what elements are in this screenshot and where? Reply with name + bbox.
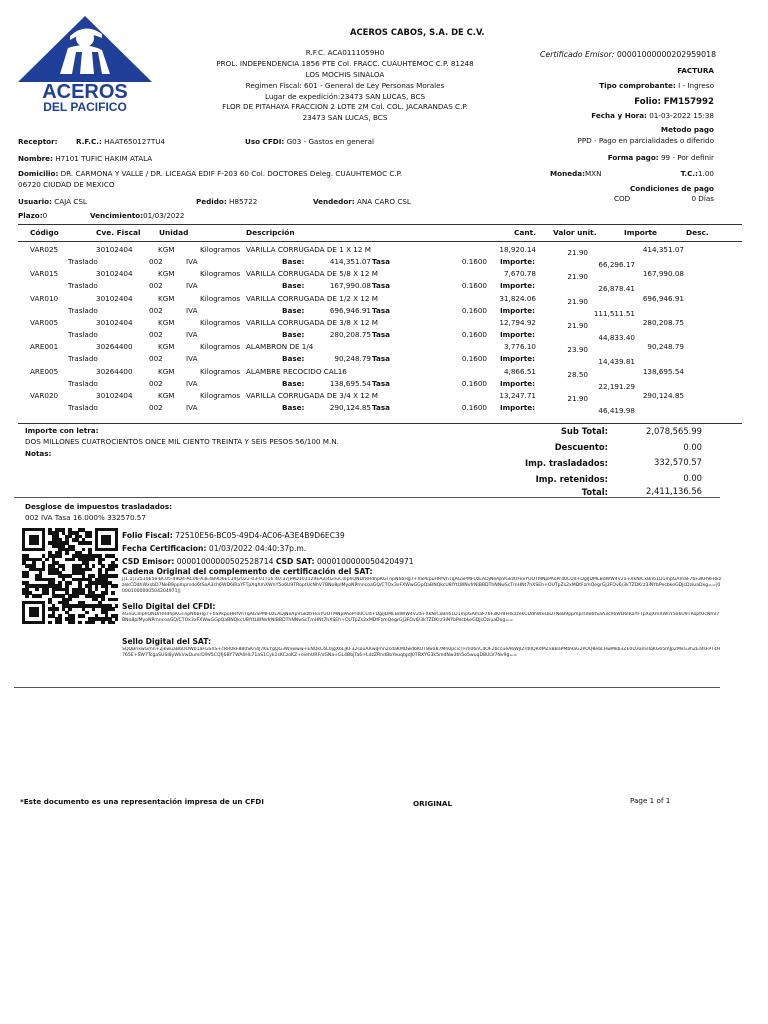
tax-importe-label: Importe: (500, 329, 535, 339)
subtotal-label: Sub Total: (560, 426, 608, 436)
tipo-comprobante (599, 82, 714, 91)
fecha-certificacion (122, 544, 306, 553)
qr-module (55, 607, 59, 611)
company-branch1: FLOR DE PITAHAYA FRACCION 2 LOTE 2M Col. COL. JACARANDAS C.P. (222, 102, 468, 111)
item-code: ARE005 (30, 366, 59, 376)
item-description: ALAMBRE RECOCIDO CAL16 (246, 366, 347, 376)
item-code: VAR020 (30, 390, 59, 400)
tax-tasa-label: Tasa (372, 257, 390, 266)
item-quantity: 4,866.51 (503, 366, 536, 376)
item-cve-fiscal: 30102404 (96, 269, 133, 279)
item-unit: Kilogramos (200, 366, 241, 376)
item-unit-price: 28.50 (567, 369, 588, 379)
subtotal-value: 2,078,565.99 (646, 426, 702, 436)
vendedor-value: ANA CARO CSL (356, 197, 411, 206)
tax-base-label: Base: (282, 329, 305, 339)
item-amount: 414,351.07 (642, 245, 684, 254)
tax-rate: 0.1600 (461, 378, 487, 388)
qr-module (92, 558, 96, 562)
qr-module (115, 558, 119, 562)
tax-rate: 0.1600 (461, 402, 487, 412)
receptor-nombre (18, 155, 152, 164)
condiciones-value1: COD (614, 194, 631, 203)
tax-base-label: Base: (282, 378, 305, 388)
qr-module (95, 588, 99, 592)
qr-module (39, 594, 43, 598)
item-unit-code: KGM (158, 390, 175, 400)
tipo-cambio (681, 170, 714, 179)
fecha-hora (591, 112, 714, 121)
rfc-label: R.F.C.: (76, 137, 102, 146)
tax-tasa-label: Tasa (372, 378, 390, 388)
tax-base-value: 138,695.54 (329, 378, 371, 388)
pedido (196, 198, 257, 207)
plazo-label: Plazo: (18, 211, 43, 220)
tax-importe-value: 22,191.29 (598, 381, 635, 391)
item-unit: Kilogramos (200, 293, 241, 303)
table-row (0, 392, 768, 416)
totals-bottom-rule (14, 497, 720, 498)
cert-emisor (540, 50, 716, 59)
item-description: VARILLA CORRUGADA DE 1/2 X 12 M (246, 293, 378, 303)
qr-module (25, 574, 29, 578)
tax-tasa-label: Tasa (372, 281, 390, 291)
tax-importe-value: 46,419.98 (598, 405, 635, 415)
csd-sat-label: CSD SAT: (275, 557, 315, 566)
vendedor-label: Vendedor: (313, 197, 355, 206)
item-amount: 290,124.85 (642, 390, 684, 400)
trasladados-label: Imp. trasladados: (525, 458, 608, 468)
tax-base-value: 167,990.08 (329, 281, 371, 291)
item-code: ARE001 (30, 342, 59, 352)
item-unit-price: 21.90 (567, 272, 588, 282)
condiciones-label: Condiciones de pago (630, 184, 714, 193)
qr-finder (29, 607, 39, 617)
item-unit: Kilogramos (200, 245, 241, 254)
notas-label: Notas: (25, 449, 52, 458)
tax-code: 002 (149, 305, 163, 315)
qr-code (22, 528, 118, 624)
qr-module (58, 554, 62, 558)
qr-module (82, 614, 86, 618)
item-unit-code: KGM (158, 269, 175, 279)
qr-module (88, 568, 92, 572)
tax-tasa-label: Tasa (372, 305, 390, 315)
item-unit-code: KGM (158, 317, 175, 327)
uso-label: Uso CFDI: (245, 137, 285, 146)
tax-code: 002 (149, 281, 163, 291)
col-cve-fiscal: Cve. Fiscal (96, 228, 141, 237)
qr-module (45, 591, 49, 595)
qr-module (78, 621, 82, 625)
receptor-label: Receptor: (18, 137, 58, 146)
tax-rate: 0.1600 (461, 354, 487, 364)
tax-importe-label: Importe: (500, 305, 535, 315)
folio-fiscal-value: 72510E56-BC05-49D4-AC06-A3E4B9D6EC39 (175, 531, 345, 540)
footer-original: ORIGINAL (413, 799, 453, 808)
item-cve-fiscal: 30102404 (96, 293, 133, 303)
company-regime: Regimen Fiscal: 601 - General de Ley Personas Morales (245, 81, 445, 90)
item-unit-code: KGM (158, 293, 175, 303)
tax-name: IVA (186, 257, 198, 266)
uso-value: G03 - Gastos en general (286, 137, 374, 146)
qr-module (111, 568, 115, 572)
stamp-bottom-rule (14, 687, 720, 688)
folio-label: Folio: (634, 97, 661, 107)
tax-traslado-label: Traslado (68, 257, 98, 266)
qr-module (101, 558, 105, 562)
tax-importe-label: Importe: (500, 402, 535, 412)
item-quantity: 18,920.14 (499, 245, 536, 254)
qr-module (115, 604, 119, 608)
vencimiento-label: Vencimiento: (90, 211, 144, 220)
tax-name: IVA (186, 305, 198, 315)
tax-tasa-label: Tasa (372, 402, 390, 412)
item-quantity: 12,794.92 (499, 317, 536, 327)
tax-name: IVA (186, 378, 198, 388)
table-row (0, 295, 768, 319)
item-unit-price: 23.90 (567, 345, 588, 355)
receptor-domicilio (18, 170, 402, 179)
company-name: ACEROS CABOS, S.A. DE C.V. (350, 27, 485, 37)
tax-breakdown-label: Desglose de impuestos trasladados: (25, 502, 173, 511)
tax-rate: 0.1600 (461, 281, 487, 291)
tax-base-value: 90,248.79 (334, 354, 371, 364)
rfc-value: HAAT650127TU4 (104, 137, 166, 146)
tc-value: 1.00 (697, 169, 714, 178)
qr-module (75, 594, 79, 598)
item-quantity: 3,776.10 (503, 342, 536, 352)
tax-base-label: Base: (282, 354, 305, 364)
metodo-value: PPD - Pago en parcialidades o diferido (577, 136, 714, 145)
item-amount: 696,946.91 (642, 293, 684, 303)
tax-traslado-label: Traslado (68, 354, 98, 364)
tax-base-value: 414,351.07 (329, 257, 371, 266)
cert-emisor-label: Certificado Emisor: (540, 50, 615, 59)
tax-importe-label: Importe: (500, 378, 535, 388)
item-code: VAR010 (30, 293, 59, 303)
qr-module (101, 598, 105, 602)
qr-module (105, 591, 109, 595)
qr-module (111, 621, 115, 625)
tax-code: 002 (149, 329, 163, 339)
tax-name: IVA (186, 402, 198, 412)
tax-importe-value: 111,511.51 (593, 308, 635, 318)
item-unit: Kilogramos (200, 342, 241, 352)
item-description: ALAMBRON DE 1/4 (246, 342, 314, 352)
forma-pago (608, 154, 714, 163)
fecha-cert-label: Fecha Certificacion: (122, 544, 207, 553)
qr-module (68, 598, 72, 602)
qr-module (111, 591, 115, 595)
tax-code: 002 (149, 257, 163, 266)
csd-line (122, 557, 414, 566)
fecha-label: Fecha y Hora: (591, 111, 647, 120)
folio-fiscal-label: Folio Fiscal: (122, 531, 173, 540)
item-cve-fiscal: 30102404 (96, 245, 133, 254)
item-cve-fiscal: 30264400 (96, 366, 133, 376)
col-cant: Cant. (514, 228, 537, 237)
sello-cfdi-value: 4GnuC0lphQNDrRRdhpKGTnpN6bHg7+hSPkpuHRfVhTqAGSPMFUzLADjNeApVGkzt/FkvYUOTMNpPAoPr40CUd+DgIJDMLBdWW4V2a+XkN/CxBn61D1mpGAmaF76F3KH9FRkzzekCDdhWxsbD7NeB9ppmprsdo6tSaA3ch6WD6IRaYFTpXqXmXWnY5o6U9TRoptUcNhV7BNo8pIMyoNPmncoaGQ/CTOx3xFXWwGGpQaBNQkcU8lYtLWNvfrNIBBDThNNwScTmHNt7hXSEh+OUTpZs2xMDtFzmQegrGJ3FOv6/3kTZDKrz3iNYbPecbkeGDJcDziuaDxg== (122, 612, 720, 624)
descuento-value: 0.00 (683, 442, 702, 452)
qr-module (88, 541, 92, 545)
uso-cfdi (245, 138, 374, 147)
item-quantity: 7,670.78 (503, 269, 536, 279)
tax-traslado-label: Traslado (68, 281, 98, 291)
domicilio-value: DR. CARMONA Y VALLE / DR. LICEAGA EDIF F-203 60 Col. DOCTORES Deleg. CUAUHTEMOC C.P. (60, 169, 403, 178)
item-unit-price: 21.90 (567, 393, 588, 403)
metodo-label: Metodo pago (660, 125, 714, 134)
qr-module (115, 598, 119, 602)
svg-text:DEL PACIFICO: DEL PACIFICO (43, 100, 127, 112)
qr-module (101, 621, 105, 625)
item-cve-fiscal: 30102404 (96, 317, 133, 327)
tax-code: 002 (149, 354, 163, 364)
importe-letra-value: DOS MILLONES CUATROCIENTOS ONCE MIL CIENTO TREINTA Y SEIS PESOS 56/100 M.N. (25, 437, 339, 446)
tax-traslado-label: Traslado (68, 378, 98, 388)
tax-tasa-label: Tasa (372, 329, 390, 339)
csd-sat-value: 00001000000504204971 (316, 557, 414, 566)
pedido-value: H85722 (229, 197, 258, 206)
item-unit: Kilogramos (200, 317, 241, 327)
company-address1: PROL. INDEPENDENCIA 1856 PTE Col. FRACC. CUAUHTEMOC C.P. 81248 (216, 59, 474, 68)
item-unit-price: 21.90 (567, 320, 588, 330)
item-unit-price: 21.90 (567, 296, 588, 306)
forma-value: 99 - Por definir (660, 153, 714, 162)
tax-tasa-label: Tasa (372, 354, 390, 364)
item-amount: 138,695.54 (642, 366, 684, 376)
qr-module (48, 621, 52, 625)
col-valor-unit: Valor unit. (553, 228, 597, 237)
moneda-value: MXN (584, 169, 602, 178)
folio-value: FM157992 (663, 97, 714, 107)
descuento-label: Descuento: (554, 442, 608, 452)
trasladados-value: 332,570.57 (654, 457, 702, 467)
nombre-label: Nombre: (18, 154, 53, 163)
vendedor (313, 198, 411, 207)
qr-module (68, 607, 72, 611)
csd-emisor-label: CSD Emisor: (122, 557, 175, 566)
qr-finder (29, 535, 39, 545)
usuario-value: CAJA CSL (54, 197, 87, 206)
item-cve-fiscal: 30102404 (96, 390, 133, 400)
qr-module (88, 535, 92, 539)
condiciones-value2: 0 Días (691, 194, 714, 203)
qr-module (92, 564, 96, 568)
table-row (0, 343, 768, 367)
tax-base-value: 280,208.75 (329, 329, 371, 339)
tax-name: IVA (186, 281, 198, 291)
col-unidad: Unidad (159, 228, 189, 237)
item-description: VARILLA CORRUGADA DE 3/4 X 12 M (246, 390, 378, 400)
qr-module (115, 584, 119, 588)
item-code: VAR025 (30, 245, 59, 254)
tax-importe-value: 44,833.40 (598, 332, 635, 342)
item-unit-code: KGM (158, 342, 175, 352)
retenidos-value: 0.00 (683, 473, 702, 483)
importe-letra-label: Importe con letra: (25, 426, 99, 435)
tax-importe-value: 26,878.41 (598, 284, 635, 294)
moneda-label: Moneda: (550, 169, 585, 178)
qr-module (115, 617, 119, 621)
aceros-logo-icon (10, 12, 160, 112)
tax-code: 002 (149, 402, 163, 412)
item-code: VAR015 (30, 269, 59, 279)
tax-importe-label: Importe: (500, 257, 535, 266)
qr-module (65, 551, 69, 555)
tax-code: 002 (149, 378, 163, 388)
footer-page: Page 1 of 1 (630, 796, 671, 805)
tax-breakdown-line: 002 IVA Tasa 16.000% 332570.57 (25, 513, 146, 522)
qr-module (92, 607, 96, 611)
item-unit: Kilogramos (200, 390, 241, 400)
company-logo (10, 12, 160, 112)
qr-module (58, 621, 62, 625)
tax-base-label: Base: (282, 402, 305, 412)
fecha-value: 01-03-2022 15:38 (649, 111, 714, 120)
receptor-rfc (76, 138, 165, 147)
tax-importe-value: 14,439.81 (598, 357, 635, 367)
total-label: Total: (581, 487, 608, 497)
table-row (0, 246, 768, 270)
qr-module (45, 558, 49, 562)
footer-note: *Este documento es una representación impresa de un CFDI (20, 797, 264, 806)
item-description: VARILLA CORRUGADA DE 3/8 X 12 M (246, 317, 378, 327)
item-amount: 280,208.75 (642, 317, 684, 327)
qr-module (72, 621, 76, 625)
qr-module (35, 588, 39, 592)
table-row (0, 368, 768, 392)
usuario-label: Usuario: (18, 197, 52, 206)
tipo-value: I - Ingreso (678, 81, 714, 90)
tax-base-label: Base: (282, 305, 305, 315)
qr-finder (101, 535, 111, 545)
tax-importe-value: 66,296.17 (598, 260, 635, 269)
tax-base-value: 696,946.91 (329, 305, 371, 315)
table-row (0, 319, 768, 343)
vencimiento-value: 01/03/2022 (143, 211, 185, 220)
tax-rate: 0.1600 (461, 305, 487, 315)
qr-module (42, 568, 46, 572)
qr-module (92, 621, 96, 625)
qr-module (85, 611, 89, 615)
qr-module (72, 558, 76, 562)
domicilio-label: Domicilio: (18, 169, 59, 178)
total-value: 2,411,136.56 (646, 486, 702, 496)
doc-type: FACTURA (677, 66, 714, 75)
item-amount: 167,990.08 (642, 269, 684, 279)
tax-rate: 0.1600 (461, 329, 487, 339)
col-desc: Desc. (686, 228, 709, 237)
retenidos-label: Imp. retenidos: (535, 474, 608, 484)
qr-module (115, 564, 119, 568)
item-unit-code: KGM (158, 366, 175, 376)
table-header-rule (18, 241, 742, 242)
cert-emisor-value: 00001000000202959018 (616, 50, 717, 59)
col-importe: Importe (624, 228, 658, 237)
qr-module (82, 548, 86, 552)
vencimiento (90, 212, 185, 221)
company-address2: LOS MOCHIS SINALOA (305, 70, 385, 79)
sello-cfdi-label: Sello Digital del CFDI: (122, 602, 216, 611)
tc-label: T.C.: (680, 169, 698, 178)
company-branch2: 23473 SAN LUCAS, BCS (302, 113, 388, 122)
qr-module (25, 594, 29, 598)
item-unit-price: 21.90 (567, 248, 588, 257)
item-description: VARILLA CORRUGADA DE 5/8 X 12 M (246, 269, 378, 279)
tax-traslado-label: Traslado (68, 402, 98, 412)
qr-module (62, 568, 66, 572)
domicilio-value2: 06720 CIUDAD DE MEXICO (18, 180, 115, 189)
item-quantity: 13,247.71 (499, 390, 536, 400)
table-bottom-rule (18, 423, 742, 424)
item-amount: 90,248.79 (647, 342, 684, 352)
tax-name: IVA (186, 354, 198, 364)
folio (634, 97, 714, 107)
usuario (18, 198, 87, 207)
pedido-label: Pedido: (196, 197, 227, 206)
plazo-value: 0 (42, 211, 48, 220)
fecha-cert-value: 01/03/2022 04:40:37p.m. (208, 544, 307, 553)
table-top-rule (18, 224, 742, 225)
sello-sat-label: Sello Digital del SAT: (122, 637, 212, 646)
folio-fiscal (122, 531, 345, 540)
item-description: VARILLA CORRUGADA DE 1 X 12 M (246, 245, 371, 254)
moneda (550, 170, 601, 179)
tipo-label: Tipo comprobante: (599, 81, 676, 90)
item-cve-fiscal: 30264400 (96, 342, 133, 352)
company-expedition: Lugar de expedición:23473 SAN LUCAS, BCS (264, 92, 426, 101)
csd-emisor-value: 00001000000502528714 (176, 557, 274, 566)
tax-importe-label: Importe: (500, 281, 535, 291)
item-unit: Kilogramos (200, 269, 241, 279)
plazo (18, 212, 47, 221)
tax-rate: 0.1600 (461, 257, 487, 266)
tax-name: IVA (186, 329, 198, 339)
nombre-value: H7101 TUFIC HAKIM ATALA (55, 154, 153, 163)
tax-traslado-label: Traslado (68, 305, 98, 315)
item-unit-code: KGM (158, 245, 175, 254)
forma-label: Forma pago: (607, 153, 659, 162)
item-code: VAR005 (30, 317, 59, 327)
qr-module (115, 574, 119, 578)
tax-base-value: 290,124.85 (329, 402, 371, 412)
qr-module (111, 607, 115, 611)
cadena-value: ||1.1|72510E56-BC05-49D4-AC06-A3E4B9D6EC39|2022-03-01T16:40:37|PPD101129EA3|4GnuC0lphQNDrRRdhpKGTnpN6bHg7+hSPkpuHRfVhTqAGSPMFUzLADjNeApVGkzt/FkvYUOTMNpPAoPr40CUd+DgIJDMLBdWW4V2a+XkN/CxBn61D1mpGAmaF76F3KH9FRkzzekCDdhWxsbD7NeB9ppmprsdo6tSaA3ch6WD6IRaYFTpXqXmXWnY5o6U9TRoptUcNhV7BNo8pIMyoNPmncoaGQ/CTOx3xFXWwGGpQaBNQkcU8lYtLWNvfrNIBBDThNNwScTmHNt7hXSEh+OUTpZs2xMDtFzmQegrGJ3FOv6/3kTZDKrz3iNYbPecbkeGDJcDziuaDxg==|00001000000504204971|| (122, 577, 722, 595)
cadena-label: Cadena Original del complemento de certificación del SAT: (122, 567, 373, 576)
company-rfc: R.F.C. ACA0111059H0 (305, 48, 385, 57)
tax-base-label: Base: (282, 281, 305, 291)
tax-traslado-label: Traslado (68, 329, 98, 339)
table-row (0, 270, 768, 294)
svg-text:ACEROS: ACEROS (42, 81, 128, 103)
tax-importe-label: Importe: (500, 354, 535, 364)
qr-module (68, 581, 72, 585)
tax-base-label: Base: (282, 257, 305, 266)
col-descripcion: Descripción (246, 228, 295, 237)
col-codigo: Código (30, 228, 59, 237)
item-quantity: 31,824.06 (499, 293, 536, 303)
sello-sat-value: SQQBnxwGmn+2jkwuaB6OOW01aFGSXS+cRR0kF880SKn4J7KEYgQG3Wvwww+ENQkC6L0jgX6LjKF32souARwqmn2sdaKMDwdbKOT8wa87Mn0pcicTFm06nC4OF2bccueA6WjIZrdIIQRdMZxBBaPMb9aG2PDQ8ebLHwMkb3ZE0D3amsIqKG65mJp2MxG3hZEafsFPT4H765E+SW7TcgaSUSI8yWkVwDumrD9V5CQfj6BY7WA0HL71aS1Cyk1sKCzoKZ+eiehURF/xGNa+GL4BbjTa6+LdzZRndBbYeuqtgdJ07BXYG3k5mdNw3th5o5wuqD8ULV7Nv9g== (122, 647, 721, 659)
